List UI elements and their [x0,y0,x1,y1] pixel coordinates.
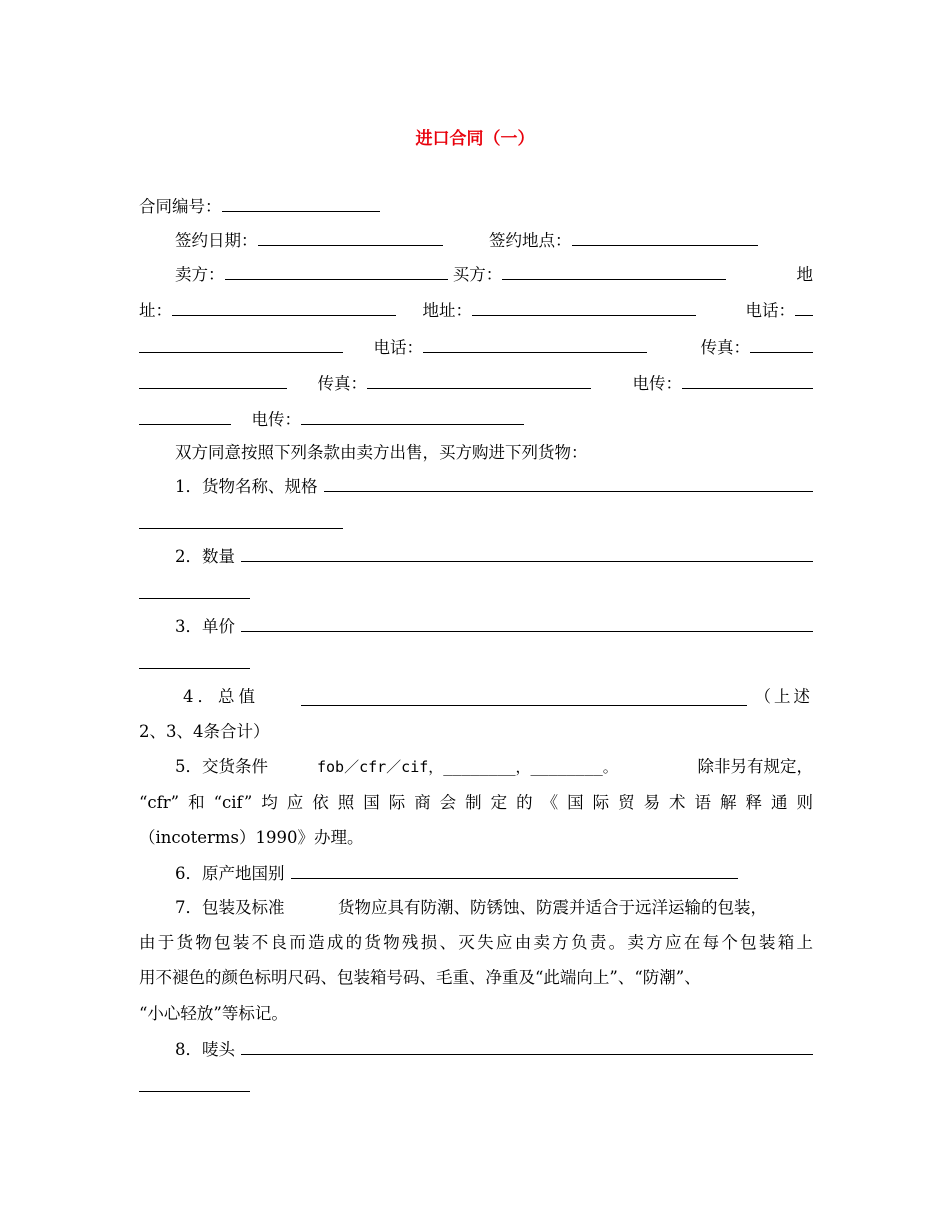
seller-fax-label: 传真： [700,338,750,357]
item-8-row-cont [139,1075,813,1099]
seller-address-field[interactable] [172,300,396,316]
sign-row [139,229,813,253]
party-row [139,263,813,287]
buyer-fax-field[interactable] [367,373,591,389]
buyer-address-field[interactable] [472,300,696,316]
telex-row [139,408,813,432]
buyer-fax-label: 传真： [317,374,367,393]
contract-no-row [139,195,813,219]
phone-row [139,336,813,360]
item-5-label: 5．交货条件 [175,757,268,776]
item-8-label: 8．唛头 [175,1040,235,1059]
contract-no-label: 合同编号： [139,197,222,216]
item-4-field[interactable] [301,690,747,706]
item-7-label: 7．包装及标准 [175,898,285,917]
address-label-part2: 址： [139,301,172,320]
item-5-rule: 除非另有规定， [697,757,813,776]
item-1-label: 1．货物名称、规格 [175,477,318,496]
seller-phone-field-start[interactable] [795,300,813,316]
seller-label: 卖方： [175,265,225,284]
buyer-label: 买方： [452,265,503,284]
seller-telex-field[interactable] [139,409,231,425]
item-4-note-cont: 2、3、4条合计） [139,722,270,741]
item-2-row [139,545,813,569]
item-7-line-3: 用不褪色的颜色标明尺码、包装箱号码、毛重、净重及“此端向上”、“防潮”、 [139,968,701,987]
buyer-telex-label: 电传： [251,410,301,429]
item-2-label: 2．数量 [175,547,235,566]
address-row [139,299,813,323]
item-6-label: 6．原产地国别 [175,864,285,883]
item-5-line-3: （incoterms）1990》办理。 [139,828,364,847]
seller-phone-field[interactable] [139,337,343,353]
buyer-address-label: 地址： [422,301,472,320]
item-3-label: 3．单价 [175,617,235,636]
seller-phone-label: 电话： [745,301,795,320]
item-8-field[interactable] [241,1039,813,1055]
item-1-field-cont[interactable] [139,513,343,529]
item-6-row [139,862,813,886]
seller-telex-field-start[interactable] [682,373,813,389]
buyer-telex-field[interactable] [301,409,524,425]
item-7-row [139,896,813,920]
item-1-row-cont [139,512,813,536]
address-label-part1: 地 [796,265,813,284]
seller-fax-field[interactable] [139,373,287,389]
buyer-phone-field[interactable] [423,337,647,353]
seller-telex-label: 电传： [632,374,682,393]
item-1-row [139,475,813,499]
item-4-row [139,685,813,709]
item-7-line-2: 由于货物包装不良而造成的货物残损、灭失应由卖方负责。卖方应在每个包装箱上 [139,933,813,952]
item-5-line-2: “cfr”和“cif”均应依照国际商会制定的《国际贸易术语解释通则 [139,793,813,812]
item-3-field[interactable] [241,616,813,632]
sign-place-label: 签约地点： [489,231,572,250]
contract-no-field[interactable] [222,196,380,212]
buyer-field[interactable] [502,264,726,280]
seller-field[interactable] [225,264,448,280]
item-1-field[interactable] [324,476,814,492]
item-4-note: （上述 [754,687,813,706]
buyer-phone-label: 电话： [373,338,423,357]
sign-date-field[interactable] [258,230,443,246]
sign-place-field[interactable] [572,230,758,246]
item-3-field-cont[interactable] [139,653,250,669]
fax-row [139,372,813,396]
item-2-field-cont[interactable] [139,583,250,599]
item-6-field[interactable] [291,863,738,879]
item-8-field-cont[interactable] [139,1076,250,1092]
item-8-row [139,1038,813,1062]
intro-text: 双方同意按照下列条款由卖方出售，买方购进下列货物： [175,443,588,462]
item-4-label: 4．总值 [183,687,259,706]
item-5-row [139,755,813,779]
sign-date-label: 签约日期： [175,231,258,250]
item-7-text: 货物应具有防潮、防锈蚀、防震并适合于远洋运输的包装， [338,898,767,917]
page-title: 进口合同（一） [415,129,535,149]
item-2-field[interactable] [241,546,813,562]
item-2-row-cont [139,582,813,606]
item-3-row [139,615,813,639]
seller-fax-field-start[interactable] [750,337,813,353]
item-3-row-cont [139,652,813,676]
item-5-terms: fob／cfr／cif，________，________。 [317,758,618,776]
item-7-line-4: “小心轻放”等标记。 [139,1004,288,1023]
